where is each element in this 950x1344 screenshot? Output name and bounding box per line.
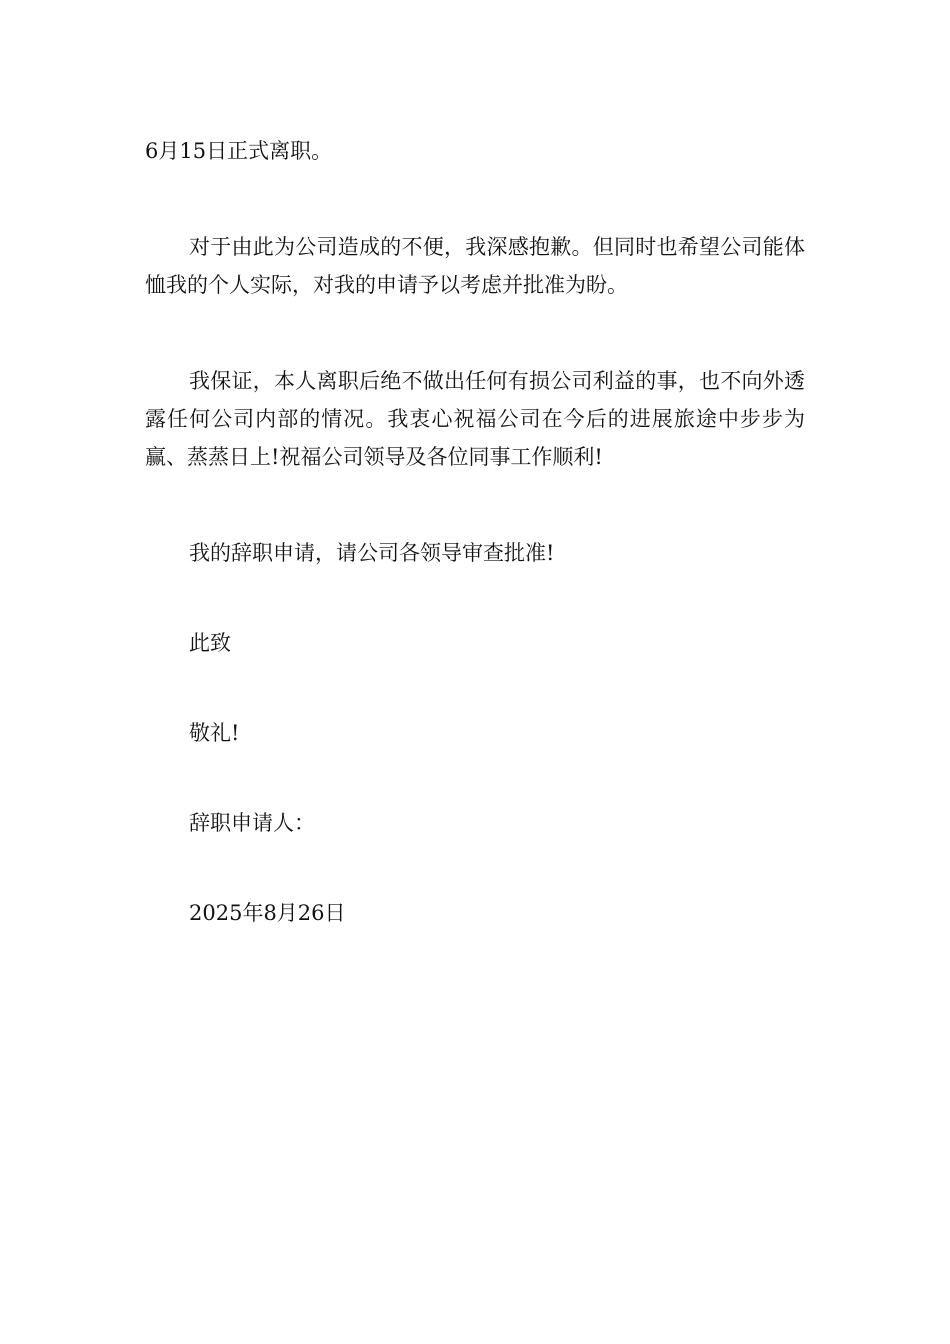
salutation-text: 敬礼! bbox=[189, 721, 240, 745]
paragraph-apology: 对于由此为公司造成的不便，我深感抱歉。但同时也希望公司能体恤我的个人实际，对我的申请予以考虑并批准为盼。 bbox=[145, 235, 805, 297]
paragraph-promise: 我保证，本人离职后绝不做出任何有损公司利益的事，也不向外透露任何公司内部的情况。我衷心祝福公司在今后的进展旅途中步步为赢、蒸蒸日上!祝福公司领导及各位同事工作顺利! bbox=[145, 369, 805, 469]
letter-body bbox=[145, 132, 805, 932]
paragraph-leave-date: 6月15日正式离职。 bbox=[145, 139, 333, 163]
paragraph-request: 我的辞职申请，请公司各领导审查批准! bbox=[189, 541, 555, 565]
signature-label: 辞职申请人： bbox=[189, 811, 315, 835]
closing-text: 此致 bbox=[189, 631, 231, 655]
letter-date: 2025年8月26日 bbox=[189, 901, 346, 925]
